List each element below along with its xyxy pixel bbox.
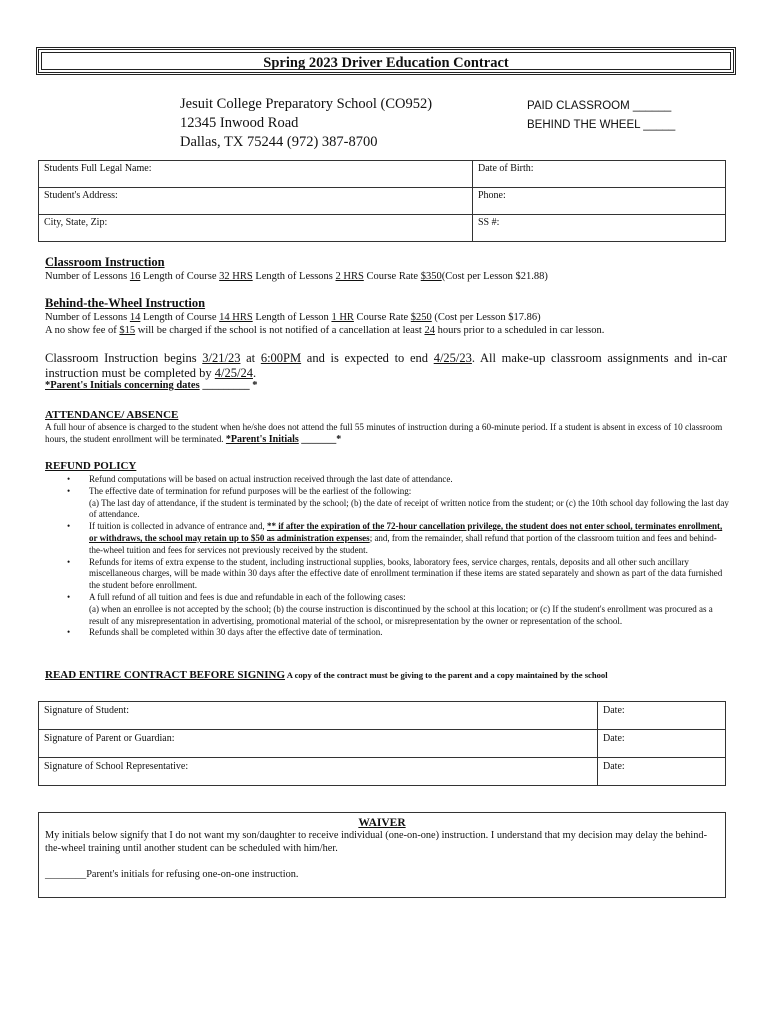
- text-span: A no show fee of: [45, 325, 120, 336]
- text-span: . All make-up classroom assignments and in-car instruction must be completed by: [45, 351, 728, 380]
- waiver-initials-text: Parent's initials for refusing one-on-one instruction.: [86, 869, 299, 880]
- attendance-initials-blank[interactable]: _______*: [298, 434, 342, 445]
- text-span: Number of Lessons: [45, 312, 130, 323]
- text-span: (a) The last day of attendance, if the student is terminated by the school; (b) the date of receipt of written notice from the student; or (c) the 10th school day following the last day of attendance.: [89, 497, 729, 520]
- city-state-zip-field[interactable]: City, State, Zip:: [39, 215, 473, 242]
- text-span: A full hour of absence is charged to the student when he/she does not attend the full 55 minutes of instruction during a 60-minute period. If a student is absent in excess of 10 classroom hours, the student enrollment will be terminated.: [45, 422, 723, 444]
- list-item: [45, 521, 729, 556]
- text-span: ; and, from the remainder, shall refund that portion of the classroom tuition and fees and behind-the-wheel tuition and fees for services not previously received by the student.: [89, 532, 717, 555]
- attendance-initials-label: *Parent's Initials: [225, 434, 299, 445]
- dates-paragraph: [45, 351, 727, 381]
- classroom-lessons: 16: [129, 271, 141, 282]
- waiver-box: [38, 812, 726, 898]
- btw-lessons: 14: [129, 312, 141, 323]
- attendance-heading: ATTENDANCE/ ABSENCE: [45, 409, 179, 421]
- btw-heading: Behind-the-Wheel Instruction: [45, 296, 206, 310]
- waiver-initials-blank[interactable]: ________: [45, 869, 87, 880]
- table-row: [39, 702, 726, 730]
- text-span: The effective date of termination for refund purposes will be the earliest of the following:: [89, 485, 412, 496]
- class-time: 6:00PM: [260, 351, 302, 365]
- document-title: Spring 2023 Driver Education Contract: [263, 55, 509, 71]
- no-show-amount: $15: [119, 325, 136, 336]
- payment-checks: [527, 97, 675, 135]
- table-row: [39, 730, 726, 758]
- student-signature-field[interactable]: Signature of Student:: [39, 702, 598, 730]
- read-contract-text: A copy of the contract must be giving to the parent and a copy maintained by the school: [285, 670, 608, 680]
- text-span: Classroom Instruction begins: [45, 351, 203, 365]
- text-span: (Cost per Lesson $21.88): [441, 271, 548, 282]
- list-item: • Refunds shall be completed within 30 days after the effective date of termination.: [45, 627, 729, 639]
- school-street: 12345 Inwood Road: [180, 115, 299, 131]
- text-span: Number of Lessons: [45, 271, 130, 282]
- refund-section: [45, 460, 729, 639]
- school-rep-date-field[interactable]: Date:: [598, 758, 726, 786]
- text-span: Length of Course: [140, 312, 220, 323]
- text-span: will be charged if the school is not notified of a cancellation at least: [135, 325, 425, 336]
- waiver-heading: WAIVER: [358, 817, 406, 829]
- ssn-field[interactable]: SS #:: [473, 215, 726, 242]
- phone-field[interactable]: Phone:: [473, 188, 726, 215]
- dates-initials-blank[interactable]: _________ *: [199, 380, 258, 391]
- student-date-field[interactable]: Date:: [598, 702, 726, 730]
- school-name: Jesuit College Preparatory School (CO952): [180, 96, 433, 112]
- dob-field[interactable]: Date of Birth:: [473, 161, 726, 188]
- btw-section: [45, 296, 735, 337]
- waiver-text: My initials below signify that I do not want my son/daughter to receive individual (one-on-one) instruction. I understand that my decision may delay the behind-the-wheel training until another student can be scheduled with him/her.: [45, 830, 707, 854]
- btw-lesson-length: 1 HR: [331, 312, 354, 323]
- table-row: [39, 758, 726, 786]
- read-contract-notice: [45, 669, 735, 681]
- dates-initials-label: *Parent's Initials concerning dates: [45, 380, 200, 391]
- table-row: [39, 215, 726, 242]
- classroom-course-length: 32 HRS: [219, 271, 253, 282]
- text-span: (a) when an enrollee is not accepted by the school; (b) the course instruction is discontinued by the school at this location; or (c) If the student's enrollment was procured as a result of any misrepresentation in advertising, promotional material of the school, or misrepresentation by the owner or representation of the school.: [89, 603, 713, 626]
- classroom-details: [45, 270, 735, 283]
- list-item: • Refund computations will be based on actual instruction received through the last date of attendance.: [45, 474, 729, 486]
- refund-heading: REFUND POLICY: [45, 460, 137, 472]
- btw-rate: $250: [410, 312, 432, 323]
- classroom-rate: $350: [420, 271, 442, 282]
- text-span: Length of Course: [140, 271, 220, 282]
- student-address-field[interactable]: Student's Address:: [39, 188, 473, 215]
- school-address: [180, 95, 432, 152]
- text-span: and is expected to end: [301, 351, 434, 365]
- text-span: Length of Lessons: [252, 271, 336, 282]
- class-begin-date: 3/21/23: [202, 351, 241, 365]
- dates-initials: [45, 380, 257, 391]
- list-item: [45, 592, 729, 627]
- list-item: [45, 486, 729, 521]
- title-box: [36, 47, 736, 75]
- school-rep-signature-field[interactable]: Signature of School Representative:: [39, 758, 598, 786]
- text-span: A full refund of all tuition and fees is due and refundable in each of the following cases:: [89, 591, 406, 602]
- attendance-section: [45, 409, 729, 446]
- text-span: Course Rate: [353, 312, 411, 323]
- refund-bold-clause: ** if after the expiration of the 72-hour cancellation privilege, the student does not enter school, terminates enrollment, or withdraws, the school may retain up to $50 as administration expenses: [89, 521, 723, 543]
- attendance-text: [45, 421, 729, 446]
- text-span: If tuition is collected in advance of entrance and,: [89, 521, 267, 532]
- no-show-hours: 24: [424, 325, 435, 336]
- table-row: [39, 161, 726, 188]
- text-span: hours prior to a scheduled in car lesson.: [434, 325, 605, 336]
- signature-table: [38, 701, 726, 786]
- makeup-deadline: 4/25/24: [214, 366, 253, 380]
- classroom-lesson-length: 2 HRS: [335, 271, 364, 282]
- refund-list: [45, 474, 729, 639]
- list-item: • Refunds for items of extra expense to the student, including instructional supplies, books, laboratory fees, service charges, rentals, deposits and all other such ancillary miscellaneous charges, will be made within 30 days after the effective date of enrollment termination if these items are stated separately and shown as part of the data furnished the student before enrollment.: [45, 557, 729, 592]
- paid-classroom-line[interactable]: PAID CLASSROOM ______: [527, 100, 672, 112]
- school-city: Dallas, TX 75244 (972) 387-8700: [180, 134, 378, 150]
- read-contract-heading: READ ENTIRE CONTRACT BEFORE SIGNING: [45, 669, 286, 681]
- parent-signature-field[interactable]: Signature of Parent or Guardian:: [39, 730, 598, 758]
- btw-details: [45, 311, 735, 324]
- text-span: (Cost per Lesson $17.86): [431, 312, 541, 323]
- student-name-field[interactable]: Students Full Legal Name:: [39, 161, 473, 188]
- behind-wheel-line[interactable]: BEHIND THE WHEEL _____: [527, 119, 676, 131]
- waiver-initials: [39, 855, 725, 880]
- classroom-heading: Classroom Instruction: [45, 255, 165, 269]
- parent-date-field[interactable]: Date:: [598, 730, 726, 758]
- table-row: [39, 188, 726, 215]
- text-span: at: [240, 351, 261, 365]
- classroom-section: [45, 255, 735, 283]
- btw-course-length: 14 HRS: [219, 312, 253, 323]
- text-span: Length of Lesson: [252, 312, 332, 323]
- text-span: Course Rate: [363, 271, 421, 282]
- text-span: .: [252, 366, 257, 380]
- student-info-table: [38, 160, 726, 242]
- class-end-date: 4/25/23: [433, 351, 472, 365]
- no-show-fee: [45, 324, 735, 337]
